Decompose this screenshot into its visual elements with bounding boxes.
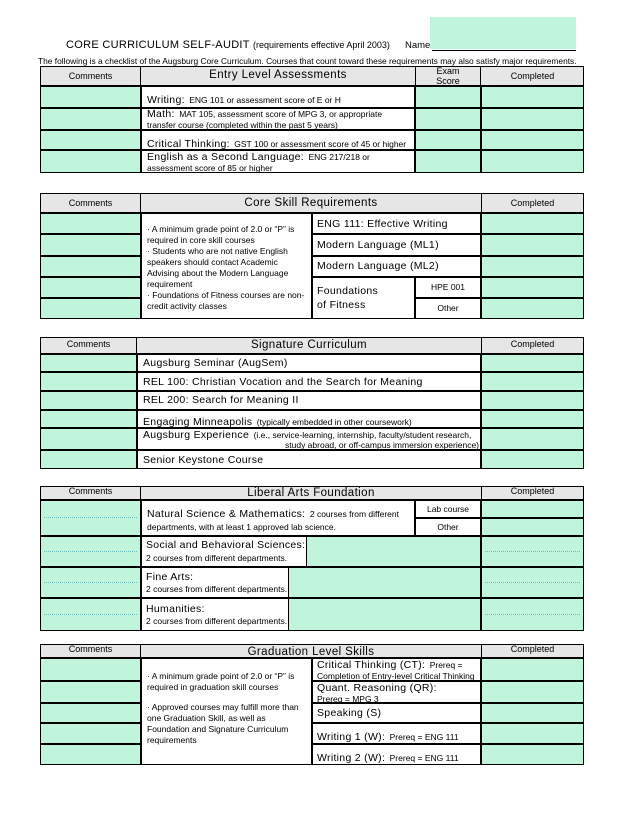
grad-note: · Approved courses may fulfill more than one Graduation Skill, as well as Foundation and Signature Curriculum requirements bbox=[147, 702, 299, 745]
grad-completed-field[interactable] bbox=[481, 681, 584, 703]
core-comment-field[interactable] bbox=[40, 277, 141, 298]
grad-comment-field[interactable] bbox=[40, 681, 141, 703]
core-comments-header: Comments bbox=[68, 198, 113, 208]
entry-comments-header: Comments bbox=[68, 71, 113, 81]
signature-row-rel100: REL 100: Christian Vocation and the Search for Meaning bbox=[143, 376, 423, 388]
grad-completed-header: Completed bbox=[510, 644, 555, 654]
page-title: CORE CURRICULUM SELF-AUDIT (requirements effective April 2003) bbox=[66, 39, 390, 51]
liberal-comments-header: Comments bbox=[68, 486, 113, 496]
signature-row-experience-cont: study abroad, or off-campus immersion experience) bbox=[285, 440, 480, 450]
exam-score-field[interactable] bbox=[415, 150, 481, 173]
grad-completed-field[interactable] bbox=[481, 658, 584, 681]
entry-completed-field[interactable] bbox=[481, 150, 584, 173]
core-item-fitness: Foundations of Fitness bbox=[317, 285, 379, 311]
grad-comments-header: Comments bbox=[68, 644, 113, 654]
entry-row-writing: Writing: ENG 101 or assessment score of E or H bbox=[147, 94, 341, 106]
core-comment-field[interactable] bbox=[40, 234, 141, 256]
signature-row-augsem: Augsburg Seminar (AugSem) bbox=[143, 357, 288, 369]
liberal-completed-field[interactable] bbox=[481, 518, 584, 536]
entry-row-math: Math: MAT 105, assessment score of MPG 3, or appropriate transfer course (completed within the past 5 years) bbox=[147, 108, 383, 130]
signature-comment-field[interactable] bbox=[40, 450, 137, 469]
entry-comment-field[interactable] bbox=[40, 150, 141, 173]
core-completed-field[interactable] bbox=[481, 213, 584, 234]
signature-row-rel200: REL 200: Search for Meaning II bbox=[143, 394, 299, 406]
grad-row-writing2: Writing 2 (W): Prereq = ENG 111 bbox=[317, 752, 459, 764]
core-note: · A minimum grade point of 2.0 or “P” is required in core skill courses bbox=[147, 224, 295, 245]
liberal-completed-header: Completed bbox=[510, 486, 555, 496]
grad-note: · A minimum grade point of 2.0 or “P” is required in graduation skill courses bbox=[147, 671, 295, 692]
liberal-comment-field[interactable] bbox=[40, 500, 141, 536]
core-completed-field[interactable] bbox=[481, 298, 584, 319]
grad-row-writing1: Writing 1 (W): Prereq = ENG 111 bbox=[317, 731, 459, 743]
exam-score-header: Exam Score bbox=[436, 66, 460, 86]
grad-title: Graduation Level Skills bbox=[247, 646, 375, 658]
core-comment-field[interactable] bbox=[40, 256, 141, 277]
entry-row-esl: English as a Second Language: ENG 217/218 or assessment score of 85 or higher bbox=[147, 151, 370, 173]
liberal-row-social: Social and Behavioral Sciences: 2 courses from different departments. bbox=[146, 539, 306, 563]
core-title: Core Skill Requirements bbox=[244, 197, 378, 209]
core-notes bbox=[147, 224, 309, 312]
liberal-row-humanities: Humanities: 2 courses from different departments. bbox=[146, 603, 288, 626]
effective-note: (requirements effective April 2003) bbox=[252, 40, 390, 50]
grad-comment-field[interactable] bbox=[40, 744, 141, 765]
core-item-eng111: ENG 111: Effective Writing bbox=[317, 218, 448, 230]
signature-title: Signature Curriculum bbox=[250, 339, 367, 351]
liberal-completed-field[interactable] bbox=[481, 500, 584, 518]
signature-completed-field[interactable] bbox=[481, 372, 584, 391]
exam-score-field[interactable] bbox=[415, 130, 481, 150]
core-item-ml1: Modern Language (ML1) bbox=[317, 239, 439, 251]
core-completed-field[interactable] bbox=[481, 234, 584, 256]
signature-comments-header: Comments bbox=[66, 339, 111, 349]
lab-option-other: Other bbox=[437, 522, 459, 532]
core-completed-header: Completed bbox=[510, 198, 555, 208]
signature-completed-field[interactable] bbox=[481, 410, 584, 428]
fine-arts-course-field[interactable] bbox=[288, 567, 481, 598]
entry-row-critical-thinking: Critical Thinking: GST 100 or assessment score of 45 or higher bbox=[147, 138, 407, 150]
signature-comment-field[interactable] bbox=[40, 372, 137, 391]
grad-completed-field[interactable] bbox=[481, 703, 584, 723]
core-item-ml2: Modern Language (ML2) bbox=[317, 260, 439, 272]
core-note: · Students who are not native English speakers should contact Academic Advising about the Modern Language requirement bbox=[147, 246, 289, 289]
name-field[interactable] bbox=[430, 17, 576, 49]
exam-score-field[interactable] bbox=[415, 108, 481, 130]
signature-completed-header: Completed bbox=[510, 339, 555, 349]
social-sciences-course-field[interactable] bbox=[306, 536, 481, 567]
entry-comment-field[interactable] bbox=[40, 86, 141, 108]
signature-completed-field[interactable] bbox=[481, 428, 584, 450]
entry-title: Entry Level Assessments bbox=[209, 69, 347, 81]
grad-row-speaking: Speaking (S) bbox=[317, 707, 382, 719]
entry-comment-field[interactable] bbox=[40, 130, 141, 150]
grad-notes bbox=[147, 671, 307, 746]
grad-comment-field[interactable] bbox=[40, 658, 141, 681]
signature-comment-field[interactable] bbox=[40, 354, 137, 372]
exam-score-field[interactable] bbox=[415, 86, 481, 108]
fitness-option-hpe001: HPE 001 bbox=[430, 282, 466, 292]
entry-completed-field[interactable] bbox=[481, 86, 584, 108]
core-comment-field[interactable] bbox=[40, 298, 141, 319]
entry-completed-header: Completed bbox=[510, 71, 555, 81]
intro-text: The following is a checklist of the Augsburg Core Curriculum. Courses that count toward these requirements may also satisfy major requirements. bbox=[38, 56, 577, 66]
entry-completed-field[interactable] bbox=[481, 108, 584, 130]
liberal-row-fine-arts: Fine Arts: 2 courses from different departments. bbox=[146, 571, 288, 594]
grad-comment-field[interactable] bbox=[40, 723, 141, 744]
humanities-course-field[interactable] bbox=[288, 598, 481, 631]
liberal-row-natsci: Natural Science & Mathematics: 2 courses from different departments, with at least 1 approved lab science. bbox=[147, 508, 399, 532]
grad-completed-field[interactable] bbox=[481, 723, 584, 744]
lab-option-lab-course: Lab course bbox=[426, 504, 470, 514]
name-label: Name bbox=[405, 40, 431, 51]
signature-row-engaging: Engaging Minneapolis (typically embedded in other coursework) bbox=[143, 416, 412, 428]
signature-row-experience: Augsburg Experience (i.e., service-learning, internship, faculty/student research, bbox=[143, 429, 472, 441]
grad-row-quant-reasoning: Quant. Reasoning (QR): Prereq = MPG 3 bbox=[317, 682, 437, 704]
signature-completed-field[interactable] bbox=[481, 354, 584, 372]
liberal-title: Liberal Arts Foundation bbox=[247, 487, 375, 499]
grad-completed-field[interactable] bbox=[481, 744, 584, 765]
grad-row-critical-thinking: Critical Thinking (CT): Prereq = Completion of Entry-level Critical Thinking bbox=[317, 659, 475, 681]
core-comment-field[interactable] bbox=[40, 213, 141, 234]
grad-comment-field[interactable] bbox=[40, 703, 141, 723]
signature-comment-field[interactable] bbox=[40, 410, 137, 428]
entry-completed-field[interactable] bbox=[481, 130, 584, 150]
signature-completed-field[interactable] bbox=[481, 450, 584, 469]
core-note: · Foundations of Fitness courses are non-credit activity classes bbox=[147, 290, 305, 311]
signature-row-keystone: Senior Keystone Course bbox=[143, 454, 264, 466]
signature-comment-field[interactable] bbox=[40, 428, 137, 450]
core-completed-field[interactable] bbox=[481, 277, 584, 298]
core-completed-field[interactable] bbox=[481, 256, 584, 277]
fitness-option-other: Other bbox=[437, 303, 459, 313]
signature-completed-field[interactable] bbox=[481, 391, 584, 410]
signature-comment-field[interactable] bbox=[40, 391, 137, 410]
entry-comment-field[interactable] bbox=[40, 108, 141, 130]
